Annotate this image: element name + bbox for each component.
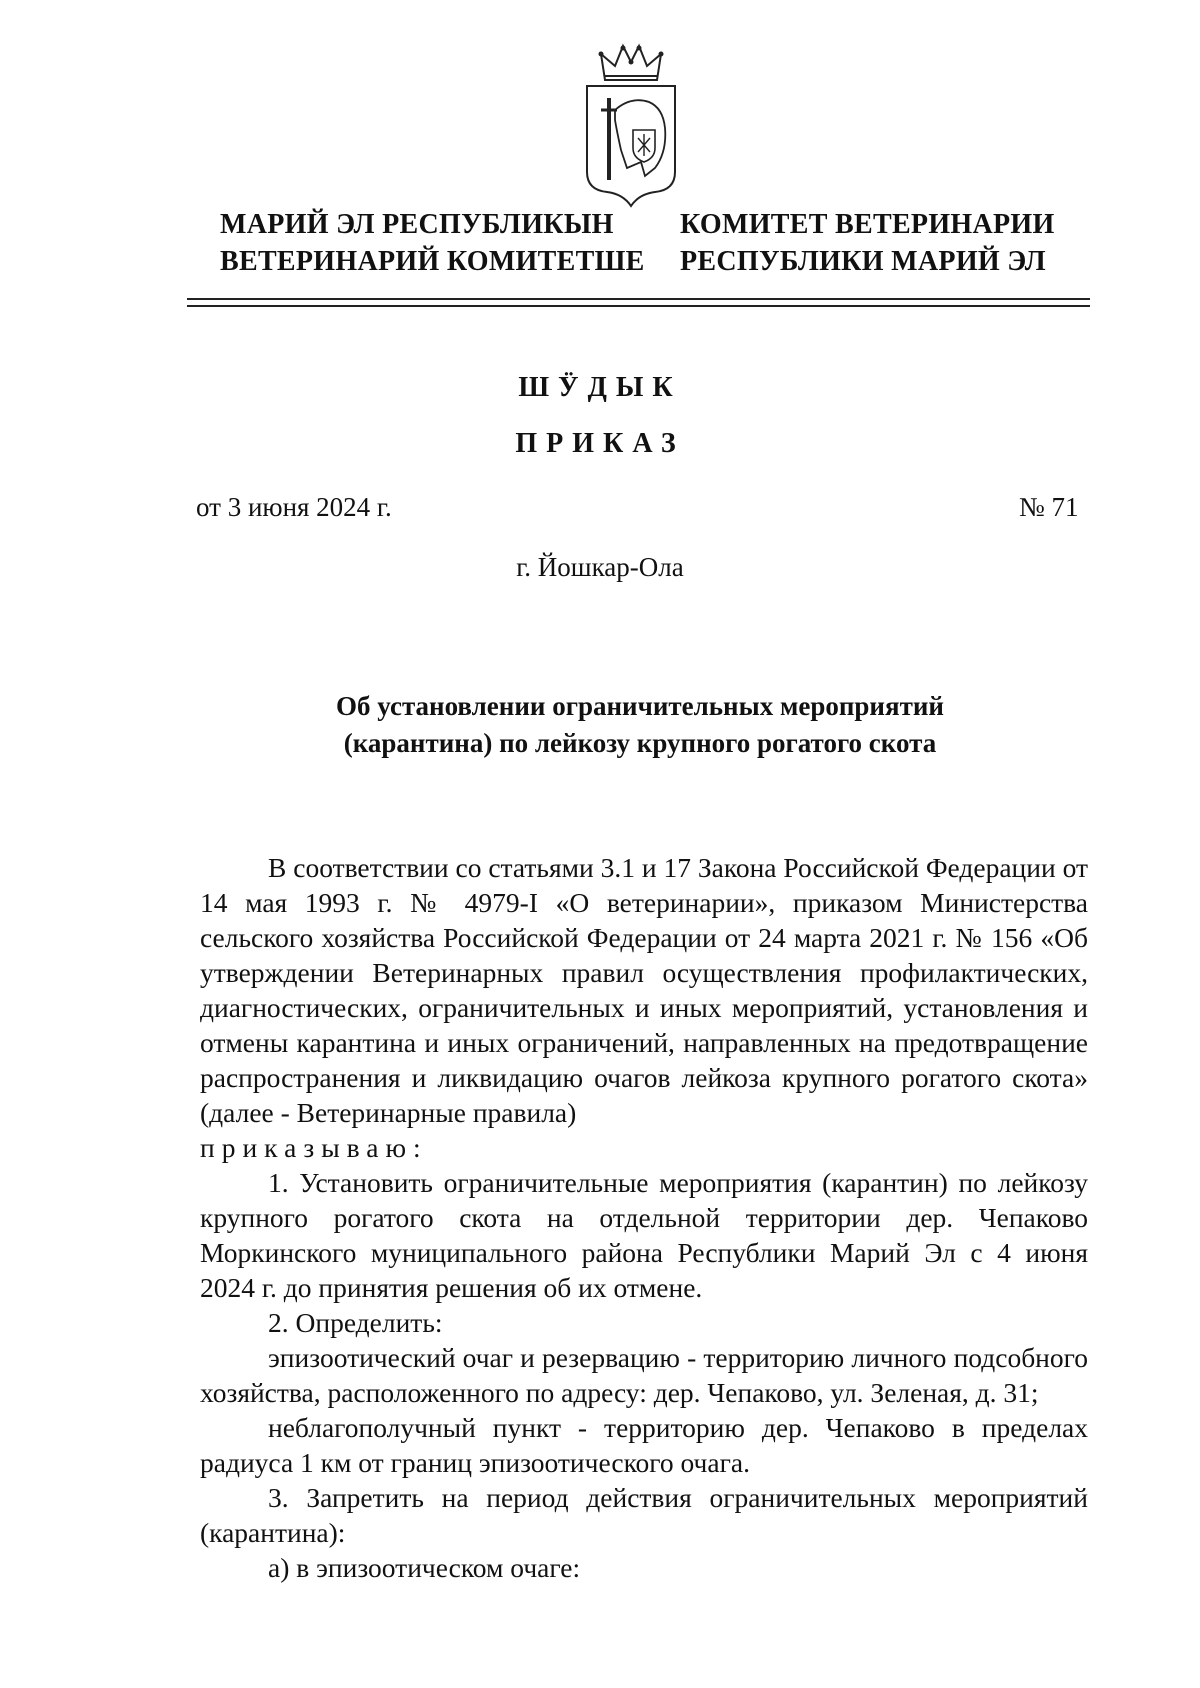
header-left-block [220,206,645,280]
paragraph-item-3: 3. Запретить на период действия ограничительных мероприятий (карантина): [200,1482,1088,1548]
header-right-line1: КОМИТЕТ ВЕТЕРИНАРИИ [680,209,1055,240]
paragraph-unsafe-point: неблагополучный пункт - территорию дер. Чепаково в пределах радиуса 1 км от границ эпизоотического очага. [200,1412,1088,1478]
coat-of-arms-icon [583,40,679,208]
header-divider-bottom [187,305,1090,307]
doc-title-line1: Об установлении ограничительных мероприятий [336,691,944,721]
doc-date: от 3 июня 2024 г. [196,492,392,522]
doc-title [200,688,1080,762]
paragraph-focus: эпизоотический очаг и резервацию - территорию личного подсобного хозяйства, расположенного по адресу: дер. Чепаково, ул. Зеленая, д. 31; [200,1342,1088,1408]
paragraph-item-1: 1. Установить ограничительные мероприятия (карантин) по лейкозу крупного рогатого скота на отдельной территории дер. Чепаково Моркинского муниципального района Республики Марий Эл с 4 июня 2024 г. до принятия решения об их отмене. [200,1167,1088,1303]
paragraph-preamble: В соответствии со статьями 3.1 и 17 Закона Российской Федерации от 14 мая 1993 г. № 4979-I «О ветеринарии», приказом Министерства сельского хозяйства Российской Федерации от 24 марта 2021 г. № 156 «Об утверждении Ветеринарных правил осуществления профилактических, диагностических, ограничительных и иных мероприятий, установления и отмены карантина и иных ограничений, направленных на предотвращение распространения и ликвидацию очагов лейкоза крупного рогатого скота» (далее - Ветеринарные правила) [200,852,1088,1128]
header-left-line1: МАРИЙ ЭЛ РЕСПУБЛИКЫН [220,209,614,240]
paragraph-item-2: 2. Определить: [268,1307,443,1338]
doc-type-mari: ШӰДЫК [518,372,682,403]
doc-type-ru: ПРИКАЗ [515,428,685,459]
doc-number: № 71 [1019,492,1079,522]
header-right-line2: РЕСПУБЛИКИ МАРИЙ ЭЛ [680,246,1046,277]
header-divider-top [187,298,1090,300]
doc-city: г. Йошкар-Ола [516,552,684,582]
header-right-block [680,206,1055,280]
header-left-line2: ВЕТЕРИНАРИЙ КОМИТЕТШЕ [220,246,645,277]
paragraph-item-3a: а) в эпизоотическом очаге: [268,1552,581,1583]
doc-body [200,850,1088,1585]
paragraph-order-word: приказываю: [200,1132,428,1163]
doc-title-line2: (карантина) по лейкозу крупного рогатого скота [343,728,937,758]
